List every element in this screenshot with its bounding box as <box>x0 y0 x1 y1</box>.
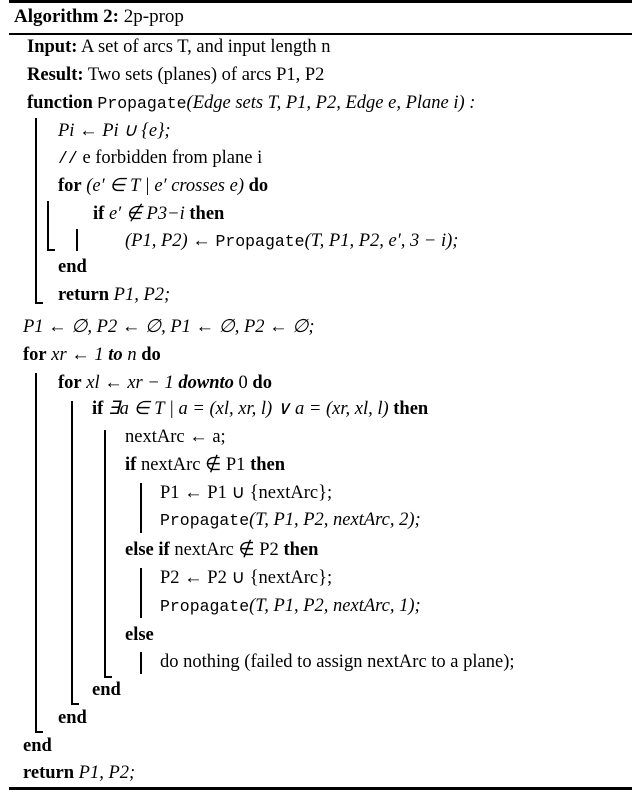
propagate-p1-args: (T, P1, P2, nextArc, 2); <box>249 510 421 530</box>
recursive-call-args: (T, P1, P2, e′, 3 − i); <box>304 231 459 251</box>
downto-keyword: downto <box>178 373 234 393</box>
function-params: (Edge sets T, P1, P2, Edge e, Plane i) : <box>186 93 476 113</box>
function-body-hook <box>35 302 43 304</box>
result-keyword: Result: <box>27 65 84 85</box>
end-if-line <box>92 677 121 703</box>
algorithm-name: 2p-prop <box>123 6 184 27</box>
if-not-in-plane-line <box>93 201 224 227</box>
if-exists-then: then <box>393 399 429 419</box>
inner-do-keyword: do <box>252 373 272 393</box>
final-return-keyword: return <box>23 763 75 783</box>
final-return-line <box>23 760 135 786</box>
outer-do-keyword: do <box>141 345 161 365</box>
inner-for-keyword: for <box>58 373 82 393</box>
result-text: Two sets (planes) of arcs P1, P2 <box>87 65 325 85</box>
elseif-keyword: else if <box>125 540 170 560</box>
function-body-bar <box>35 118 37 304</box>
final-return-values: P1, P2; <box>78 763 136 783</box>
return-values: P1, P2; <box>113 285 171 305</box>
init-sets-line <box>23 314 315 340</box>
end-outer-for-line <box>23 733 52 759</box>
if-not-p1-then: then <box>250 455 286 475</box>
for-body-hook <box>47 249 55 251</box>
for-crossing-line <box>58 173 268 199</box>
input-text: A set of arcs T, and input length n <box>81 37 331 57</box>
to-keyword: to <box>108 345 123 365</box>
comment-marker: // <box>58 149 78 168</box>
elseif-then: then <box>283 540 319 560</box>
forbid-edge-text: Pi ← Pi ∪ {e}; <box>58 121 171 141</box>
recursive-call-name: Propagate <box>215 232 305 251</box>
outer-for-line <box>23 342 161 368</box>
end-inner-for-line <box>58 705 87 731</box>
comment-line <box>58 145 262 171</box>
end-for-line <box>58 254 87 280</box>
function-name: Propagate <box>97 94 187 113</box>
inner-for-line <box>58 370 272 396</box>
outer-for-bound: n <box>127 345 137 365</box>
return-keyword: return <box>58 285 110 305</box>
for-keyword: for <box>58 176 82 196</box>
if-keyword: if <box>93 204 105 224</box>
then-keyword: then <box>189 204 225 224</box>
input-line <box>27 34 331 60</box>
outer-loop-bar <box>35 373 37 733</box>
outer-for-init: xr ← 1 <box>51 345 104 365</box>
add-to-p1-line <box>160 480 332 506</box>
propagate-p2-line <box>160 593 421 619</box>
comment-text: e forbidden from plane i <box>82 148 263 168</box>
elseif-branch-bar <box>140 568 142 618</box>
end-outer-for-keyword: end <box>23 736 52 756</box>
bottom-rule <box>9 787 632 790</box>
if-not-p1-condition: nextArc ∉ P1 <box>140 455 246 475</box>
propagate-p1-line <box>160 507 421 533</box>
if-branch-bar <box>140 483 142 533</box>
inner-loop-bar <box>71 401 73 705</box>
if-exists-condition: ∃a ∈ T | a = (xl, xr, l) ∨ a = (xr, xl, l) <box>107 399 389 419</box>
outer-for-keyword: for <box>23 345 47 365</box>
top-rule <box>9 0 632 3</box>
init-sets-text: P1 ← ∅, P2 ← ∅, P1 ← ∅, P2 ← ∅; <box>23 317 315 337</box>
add-to-p2-text: P2 ← P2 ∪ {nextArc}; <box>160 568 333 588</box>
if-not-p1-keyword: if <box>125 455 137 475</box>
add-to-p2-line <box>160 565 332 591</box>
end-inner-for-keyword: end <box>58 708 87 728</box>
function-keyword: function <box>27 93 93 113</box>
propagate-p2-args: (T, P1, P2, nextArc, 1); <box>249 596 421 616</box>
assign-nextarc-line <box>125 424 226 450</box>
propagate-p2-name: Propagate <box>160 597 250 616</box>
if-not-p1-line <box>125 452 285 478</box>
elseif-condition: nextArc ∉ P2 <box>174 540 279 560</box>
forbid-edge-line <box>58 118 171 144</box>
assignment-target: (P1, P2) ← <box>125 231 216 251</box>
for-body-bar <box>47 201 49 251</box>
algorithm-label: Algorithm 2: <box>14 6 120 27</box>
inner-for-init: xl ← xr − 1 <box>86 373 174 393</box>
else-keyword: else <box>125 625 154 645</box>
assign-nextarc-text: nextArc ← a; <box>125 427 226 447</box>
input-keyword: Input: <box>27 37 78 57</box>
function-signature-line <box>27 90 475 116</box>
end-keyword: end <box>58 257 87 277</box>
do-nothing-text: do nothing (failed to assign nextArc to a plane); <box>160 652 515 672</box>
else-branch-bar <box>140 652 142 674</box>
if-exists-bar <box>104 430 106 678</box>
propagate-p1-name: Propagate <box>160 511 250 530</box>
do-nothing-line <box>160 649 515 675</box>
for-condition: (e′ ∈ T | e′ crosses e) <box>86 176 244 196</box>
do-keyword: do <box>248 176 269 196</box>
algorithm-caption <box>14 5 184 29</box>
else-line <box>125 622 154 648</box>
elseif-not-p2-line <box>125 537 318 563</box>
recursive-call-line <box>125 228 458 254</box>
return-planes-line <box>58 282 170 308</box>
if-body-bar <box>76 229 78 251</box>
if-exists-keyword: if <box>92 399 104 419</box>
inner-for-bound: 0 <box>238 373 248 393</box>
add-to-p1-text: P1 ← P1 ∪ {nextArc}; <box>160 483 333 503</box>
end-if-keyword: end <box>92 680 121 700</box>
if-condition: e′ ∉ P3−i <box>108 204 185 224</box>
result-line <box>27 62 324 88</box>
if-exists-line <box>92 396 428 422</box>
